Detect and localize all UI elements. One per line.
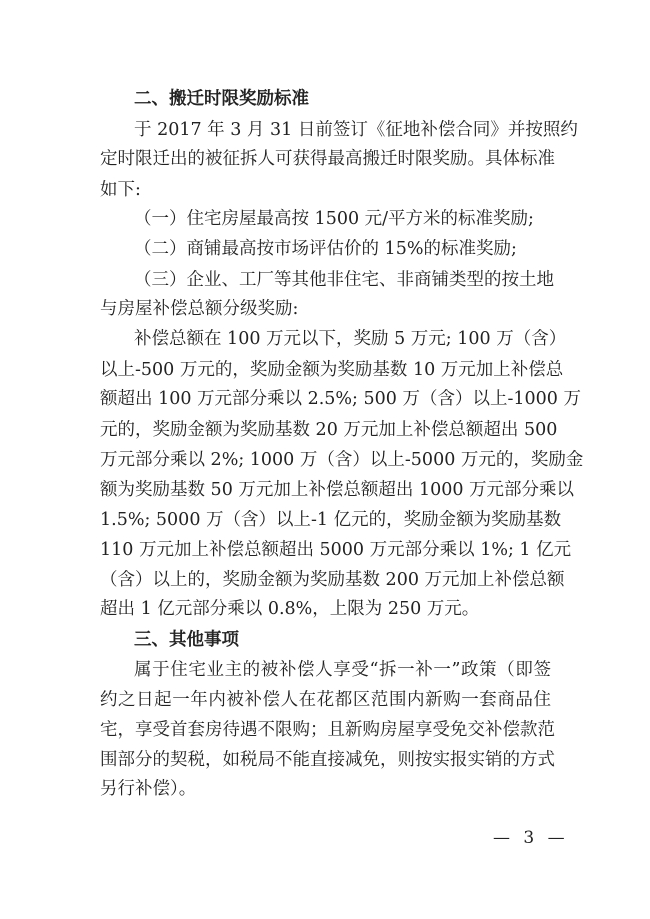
paragraph-line: 围部分的契税，如税局不能直接减免，则按实报实销的方式 [100, 750, 555, 770]
paragraph-line: 额超出 100 万元部分乘以 2.5%; 500 万（含）以上-1000 万 [100, 389, 581, 409]
paragraph-line: 1.5%; 5000 万（含）以上-1 亿元的，奖励金额为奖励基数 [100, 510, 562, 530]
paragraph-line: 110 万元加上补偿总额超出 5000 万元部分乘以 1%; 1 亿元 [100, 540, 572, 560]
paragraph-line: 元的，奖励金额为奖励基数 20 万元加上补偿总额超出 500 [100, 420, 558, 440]
paragraph-line: 如下: [100, 180, 141, 200]
section-heading: 二、搬迁时限奖励标准 [134, 89, 309, 109]
section-heading: 三、其他事项 [134, 630, 239, 650]
paragraph-line: 约之日起一年内被补偿人在花都区范围内新购一套商品住 [100, 690, 551, 710]
paragraph-line: 超出 1 亿元部分乘以 0.8%，上限为 250 万元。 [100, 599, 480, 619]
paragraph-line: 宅，享受首套房待遇不限购；且新购房屋享受免交补偿款范 [100, 720, 555, 740]
paragraph-line: 额为奖励基数 50 万元加上补偿总额超出 1000 万元部分乘以 [100, 480, 575, 500]
paragraph-line: 属于住宅业主的被补偿人享受“拆一补一”政策（即签 [134, 660, 551, 680]
paragraph-line: 补偿总额在 100 万元以下，奖励 5 万元; 100 万（含） [134, 329, 567, 349]
paragraph-line: 以上-500 万元的，奖励金额为奖励基数 10 万元加上补偿总 [100, 360, 564, 380]
paragraph-line: （含）以上的，奖励金额为奖励基数 200 万元加上补偿总额 [100, 570, 565, 590]
paragraph-line: （三）企业、工厂等其他非住宅、非商铺类型的按土地 [134, 270, 554, 290]
paragraph-line: （二）商铺最高按市场评估价的 15%的标准奖励; [134, 239, 517, 259]
paragraph-line: 与房屋补偿总额分级奖励: [100, 299, 299, 319]
page-number: — 3 — [493, 828, 569, 848]
paragraph-line: （一）住宅房屋最高按 1500 元/平方米的标准奖励; [134, 209, 534, 229]
paragraph-line: 另行补偿）。 [100, 779, 197, 799]
paragraph-line: 定时限迁出的被征拆人可获得最高搬迁时限奖励。具体标准 [100, 149, 555, 169]
paragraph-line: 于 2017 年 3 月 31 日前签订《征地补偿合同》并按照约 [134, 120, 578, 140]
paragraph-line: 万元部分乘以 2%; 1000 万（含）以上-5000 万元的，奖励金 [100, 450, 584, 470]
